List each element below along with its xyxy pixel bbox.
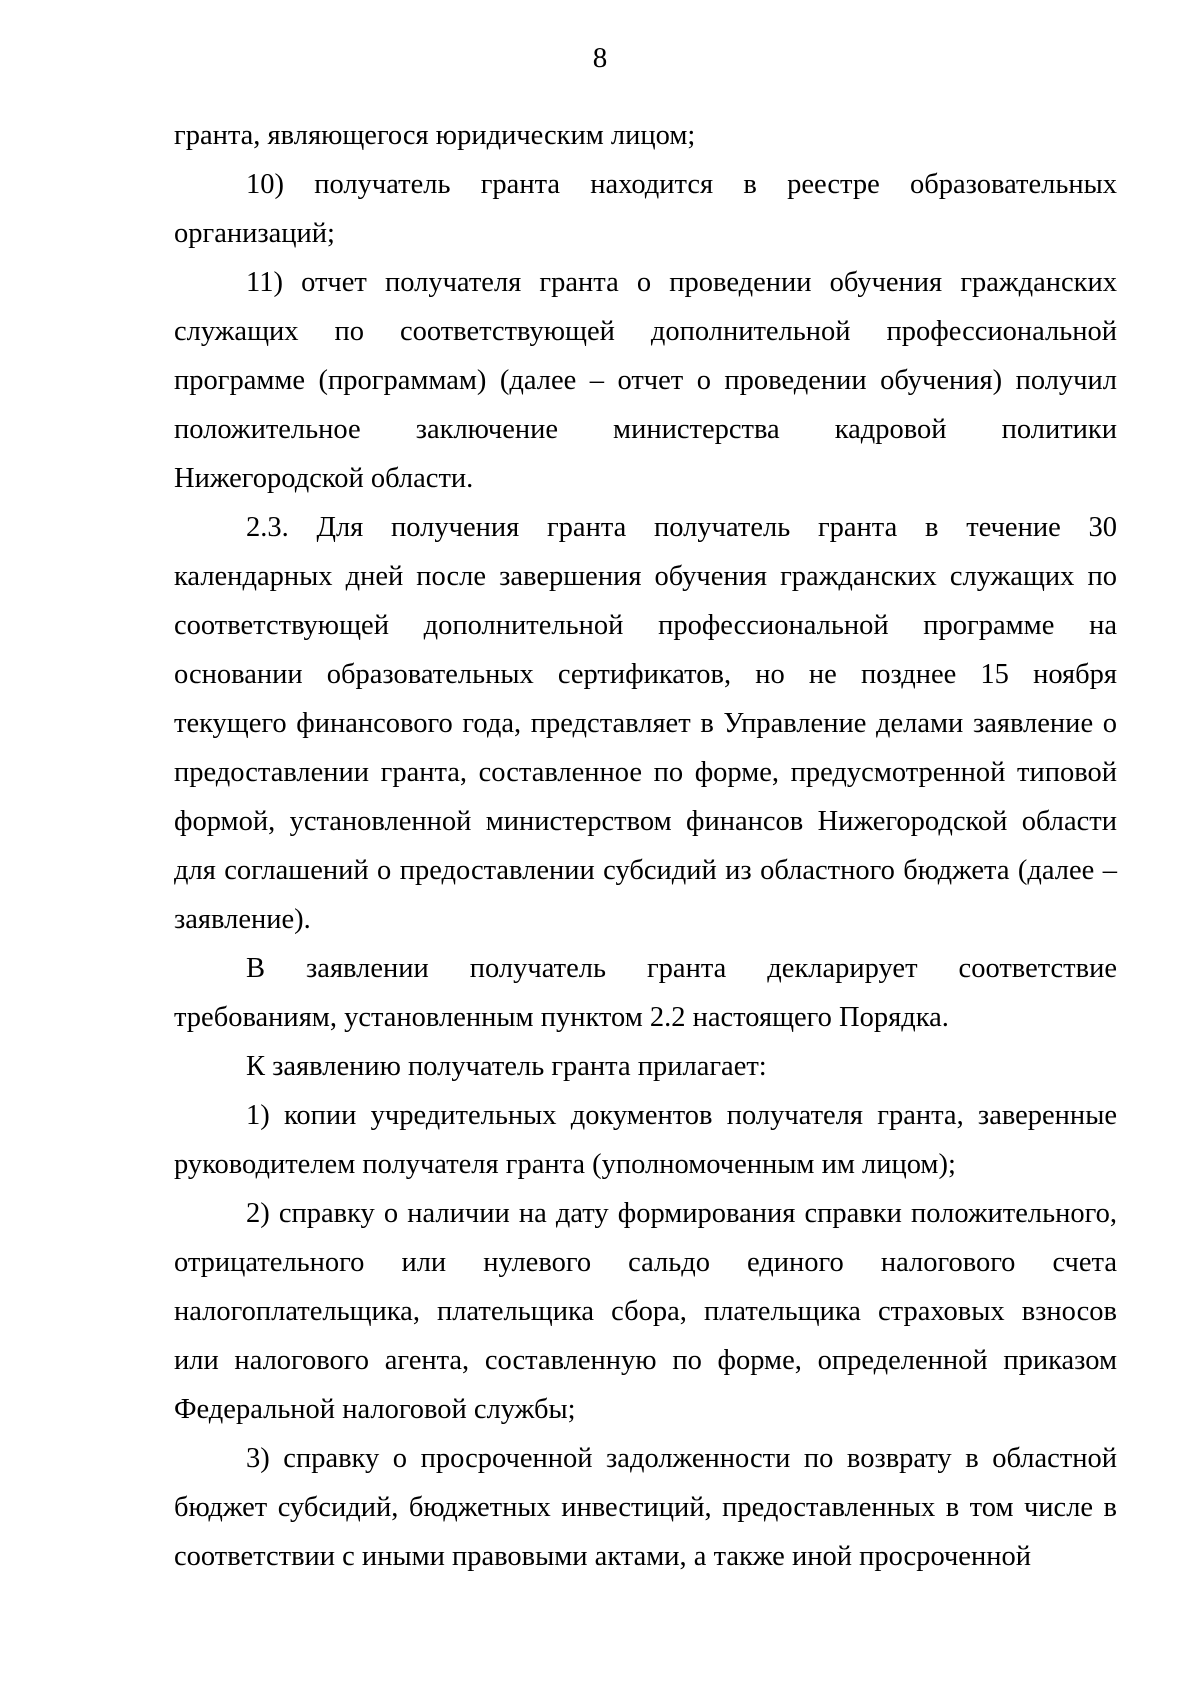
paragraph-attachments-intro: К заявлению получатель гранта прилагает: (246, 1051, 767, 1082)
paragraph-attachment-2: 2) справку о наличии на дату формирования справки положительного, отрицательного или нулевого сальдо единого налогового счета налогоплательщика, плательщика сбора, плательщика страховых взносов или налогового агента, составленную по форме, определенной приказом Федеральной налоговой службы; (174, 1198, 1117, 1425)
paragraph-item-11: 11) отчет получателя гранта о проведении обучения гражданских служащих по соответствующей дополнительной профессиональной программе (программам) (далее – отчет о проведении обучения) получил положительное заключение министерства кадровой политики Нижегородской области. (174, 267, 1117, 494)
paragraph-section-2-3: 2.3. Для получения гранта получатель гранта в течение 30 календарных дней после завершения обучения гражданских служащих по соответствующей дополнительной профессиональной программе на основании образовательных сертификатов, но не позднее 15 ноября текущего финансового года, представляет в Управление делами заявление о предоставлении гранта, составленное по форме, предусмотренной типовой формой, установленной министерством финансов Нижегородской области для соглашений о предоставлении субсидий из областного бюджета (далее – заявление). (174, 512, 1117, 935)
document-body (174, 111, 1117, 1581)
paragraph-attachment-1: 1) копии учредительных документов получателя гранта, заверенные руководителем получателя гранта (уполномоченным им лицом); (174, 1100, 1117, 1180)
paragraph-attachment-3: 3) справку о просроченной задолженности по возврату в областной бюджет субсидий, бюджетных инвестиций, предоставленных в том числе в соответствии с иными правовыми актами, а также иной просроченной (174, 1443, 1117, 1572)
page-number: 8 (592, 42, 608, 74)
paragraph-declaration: В заявлении получатель гранта декларирует соответствие требованиям, установленным пунктом 2.2 настоящего Порядка. (174, 953, 1117, 1033)
paragraph-continuation: гранта, являющегося юридическим лицом; (174, 120, 696, 151)
paragraph-item-10: 10) получатель гранта находится в реестре образовательных организаций; (174, 169, 1117, 249)
